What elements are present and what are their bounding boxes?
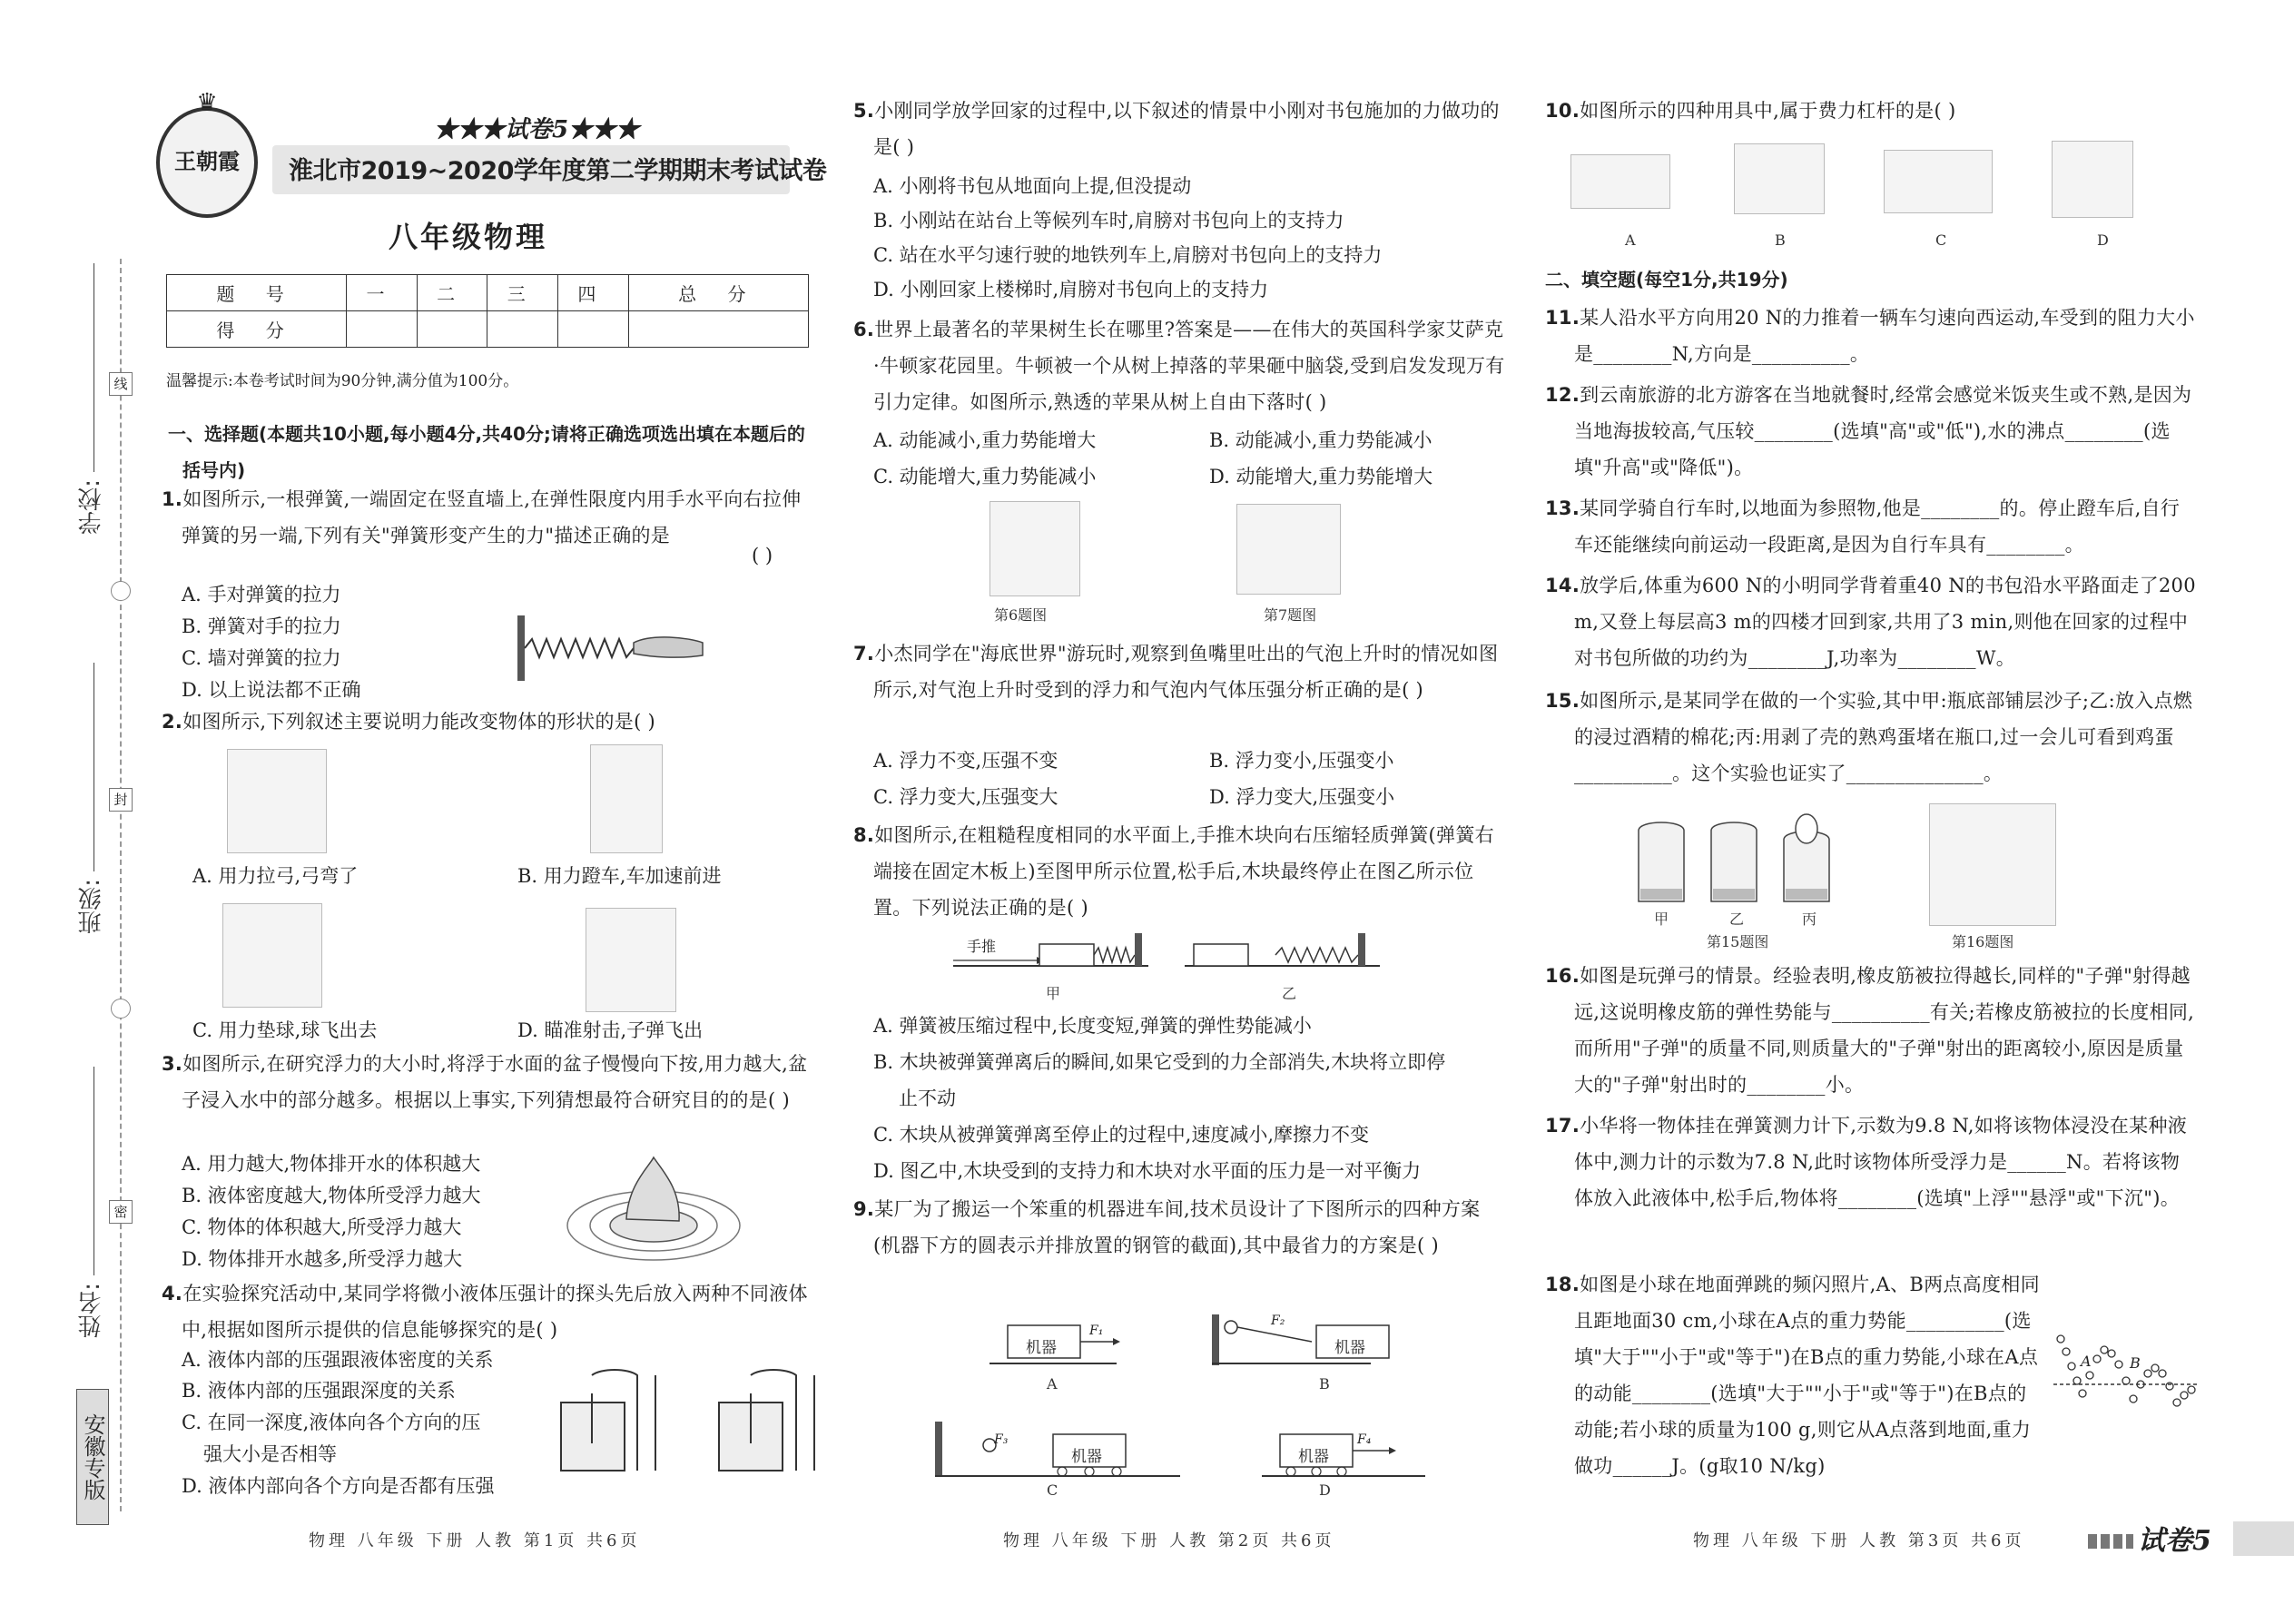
score-row-label: 得 分: [167, 311, 347, 348]
seal-mark-mi: 密: [109, 1200, 133, 1224]
q1-spring-figure: [516, 615, 706, 681]
footer-page-2: 物理 八年级 下册 人教 第2页 共6页: [1003, 1531, 1335, 1550]
q10-tool-a-tongs: [1570, 154, 1670, 209]
q9-label-d: D: [1319, 1481, 1331, 1499]
q10-label-b: B: [1775, 231, 1786, 249]
q14-text: [1545, 567, 2199, 676]
seal-mark-xian: 线: [109, 372, 133, 396]
q10-body: 如图所示的四种用具中,属于费力杠杆的是( ): [1580, 100, 1956, 122]
brand-logo: 王朝霞: [156, 107, 258, 218]
q9-force-f1: F₁: [1089, 1324, 1104, 1338]
score-header-2: 二: [417, 275, 487, 311]
q5-number: 5.: [853, 100, 875, 122]
q4-option-b[interactable]: B. 液体内部的压强跟深度的关系: [182, 1380, 456, 1402]
q15-body: 如图所示,是某同学在做的一个实验,其中甲:瓶底部铺层沙子;乙:放入点燃的浸过酒精的棉花;丙:用剥了壳的熟鸡蛋堵在瓶口,过一会儿可看到鸡蛋__________。这个实验也证实了______________。: [1574, 690, 2193, 784]
q7-option-b[interactable]: B. 浮力变小,压强变小: [1209, 750, 1394, 772]
q5-option-d[interactable]: D. 小刚回家上楼梯时,肩膀对书包向上的支持力: [873, 279, 1269, 300]
q8-option-d[interactable]: D. 图乙中,木块受到的支持力和木块对水平面的压力是一对平衡力: [873, 1160, 1422, 1182]
q8-option-c[interactable]: C. 木块从被弹簧弹离至停止的过程中,速度减小,摩擦力不变: [873, 1124, 1370, 1146]
corner-tag: 试卷5: [2138, 1525, 2211, 1557]
score-cell-3[interactable]: [487, 311, 558, 348]
q4-text: [162, 1275, 815, 1348]
corner-squares-icon: [2088, 1534, 2133, 1549]
q18-number: 18.: [1545, 1274, 1580, 1295]
q3-text: [162, 1046, 815, 1118]
q9-body: 某厂为了搬运一个笨重的机器进车间,技术员设计了下图所示的四种方案(机器下方的圆表示并排放置的钢管的截面),其中最省力的方案是( ): [873, 1198, 1481, 1256]
q8-text: [853, 817, 1507, 926]
q15-number: 15.: [1545, 690, 1580, 712]
q4-body: 在实验探究活动中,某同学将微小液体压强计的探头先后放入两种不同液体中,根据如图所示提供的信息能够探究的是( ): [182, 1283, 808, 1341]
q2-figure-d-gun: [586, 908, 676, 1012]
q1-body: 如图所示,一根弹簧,一端固定在竖直墙上,在弹性限度内用手水平向右拉伸弹簧的另一端,下列有关"弹簧形变产生的力"描述正确的是: [182, 488, 802, 546]
q3-option-c[interactable]: C. 物体的体积越大,所受浮力越大: [182, 1216, 462, 1238]
score-cell-4[interactable]: [558, 311, 629, 348]
q15-figure-caption: 第15题图: [1707, 933, 1769, 950]
q14-body: 放学后,体重为600 N的小明同学背着重40 N的书包沿水平路面走了200 m,又登上每层高3 m的四楼才回到家,共用了3 min,则他在回家的过程中对书包所做的功约为________J,功率为________W。: [1574, 575, 2196, 669]
q15-label-bing: 丙: [1802, 910, 1817, 928]
q8-body: 如图所示,在粗糙程度相同的水平面上,手推木块向右压缩轻质弹簧(弹簧右端接在固定木板上)至图甲所示位置,松手后,木块最终停止在图乙所示位置。下列说法正确的是( ): [873, 824, 1494, 919]
q2-option-d[interactable]: D. 瞄准射击,子弹飞出: [517, 1019, 704, 1041]
q16-body: 如图是玩弹弓的情景。经验表明,橡皮筋被拉得越长,同样的"子弹"射得越远,这说明橡皮筋的弹性势能与__________有关;若橡皮筋被拉的长度相同,而所用"子弹"的质量不同,则质量大的"子弹"射出的距离较小,原因是质量大的"子弹"射出时的________小。: [1574, 965, 2195, 1096]
q15-bottles-figure: [1629, 812, 1847, 903]
q7-option-d[interactable]: D. 浮力变大,压强变小: [1209, 786, 1395, 808]
score-header-3: 三: [487, 275, 558, 311]
q7-number: 7.: [853, 643, 875, 664]
q9-plans-figure: [935, 1307, 1480, 1516]
q7-option-c[interactable]: C. 浮力变大,压强变大: [873, 786, 1058, 808]
q6-option-a[interactable]: A. 动能减小,重力势能增大: [873, 429, 1097, 451]
score-header-1: 一: [347, 275, 418, 311]
q6-body: 世界上最著名的苹果树生长在哪里?答案是——在伟大的英国科学家艾萨克·牛顿家花园里。牛顿被一个从树上掉落的苹果砸中脑袋,受到启发发现万有引力定律。如图所示,熟透的苹果从树上自由下落时( ): [873, 319, 1505, 413]
q5-option-a[interactable]: A. 小刚将书包从地面向上提,但没提动: [873, 175, 1192, 197]
q10-text: [1545, 93, 2199, 129]
q18-point-a: A: [2081, 1353, 2092, 1370]
score-header-4: 四: [558, 275, 629, 311]
q4-manometer-figure: [556, 1366, 819, 1475]
q17-body: 小华将一物体挂在弹簧测力计下,示数为9.8 N,如将该物体浸没在某种液体中,测力计的示数为7.8 N,此时该物体所受浮力是______N。若将该物体放入此液体中,松手后,物体将________(选填"上浮""悬浮"或"下沉")。: [1574, 1115, 2188, 1209]
q18-text: [1545, 1266, 2040, 1484]
q8-option-a[interactable]: A. 弹簧被压缩过程中,长度变短,弹簧的弹性势能减小: [873, 1015, 1312, 1037]
q5-text: [853, 93, 1507, 165]
q4-option-c[interactable]: C. 在同一深度,液体向各个方向的压: [182, 1412, 481, 1433]
q18-bounce-figure: [2053, 1321, 2199, 1421]
q3-number: 3.: [162, 1053, 183, 1075]
q1-option-a[interactable]: A. 手对弹簧的拉力: [182, 584, 341, 605]
q17-number: 17.: [1545, 1115, 1580, 1137]
q9-label-a: A: [1047, 1375, 1058, 1393]
q16-text: [1545, 958, 2199, 1103]
q5-option-c[interactable]: C. 站在水平匀速行驶的地铁列车上,肩膀对书包向上的支持力: [873, 244, 1383, 266]
q3-option-b[interactable]: B. 液体密度越大,物体所受浮力越大: [182, 1185, 481, 1206]
q4-option-d[interactable]: D. 液体内部向各个方向是否都有压强: [182, 1475, 495, 1497]
q9-force-f3: F₃: [994, 1432, 1009, 1447]
footer-page-3: 物理 八年级 下册 人教 第3页 共6页: [1693, 1531, 2025, 1550]
q6-option-d[interactable]: D. 动能增大,重力势能增大: [1209, 466, 1433, 487]
q1-answer-paren: ( ): [752, 545, 773, 566]
q9-number: 9.: [853, 1198, 875, 1220]
q2-figure-c-ball: [222, 903, 322, 1008]
score-cell-2[interactable]: [417, 311, 487, 348]
q10-tool-b-pliers: [1734, 143, 1825, 214]
q12-body: 到云南旅游的北方游客在当地就餐时,经常会感觉米饭夹生或不熟,是因为当地海拔较高,气压较________(选填"高"或"低"),水的沸点________(选填"升高"或"降低")。: [1574, 384, 2192, 478]
q11-body: 某人沿水平方向用20 N的力推着一辆车匀速向西运动,车受到的阻力大小是________N,方向是__________。: [1574, 307, 2195, 365]
class-label: 班级:: [78, 879, 105, 934]
q2-body: 如图所示,下列叙述主要说明力能改变物体的形状的是( ): [182, 711, 656, 733]
score-header-label: 题 号: [167, 275, 347, 311]
q5-option-b[interactable]: B. 小刚站在站台上等候列车时,肩膀对书包向上的支持力: [873, 210, 1344, 231]
q17-text: [1545, 1107, 2199, 1216]
q8-option-b-cont: 止不动: [899, 1088, 956, 1109]
q3-option-d[interactable]: D. 物体排开水越多,所受浮力越大: [182, 1248, 463, 1270]
q8-yi-label: 乙: [1282, 985, 1297, 1002]
q4-number: 4.: [162, 1283, 183, 1304]
q10-tool-c-scissors: [1884, 150, 1993, 213]
q11-text: [1545, 300, 2199, 372]
q7-fish-figure: [1236, 504, 1341, 595]
crown-icon: ♛: [196, 89, 218, 116]
q4-option-a[interactable]: A. 液体内部的压强跟液体密度的关系: [182, 1349, 494, 1371]
q7-figure-caption: 第7题图: [1264, 606, 1317, 624]
q8-spring-figure: [953, 928, 1380, 982]
q14-number: 14.: [1545, 575, 1580, 596]
q6-number: 6.: [853, 319, 875, 340]
q11-number: 11.: [1545, 307, 1580, 329]
q4-option-c-cont: 强大小是否相等: [203, 1443, 337, 1465]
q3-basin-figure: [563, 1139, 744, 1266]
q6-option-c[interactable]: C. 动能增大,重力势能减小: [873, 466, 1097, 487]
q2-option-c[interactable]: C. 用力垫球,球飞出去: [192, 1019, 378, 1041]
q9-force-f4: F₄: [1357, 1432, 1372, 1447]
q6-apple-figure: [989, 501, 1080, 596]
q10-label-c: C: [1935, 231, 1947, 249]
q6-option-b[interactable]: B. 动能减小,重力势能减小: [1209, 429, 1433, 451]
section2-title: 二、填空题(每空1分,共19分): [1545, 269, 1788, 290]
q2-text: [162, 704, 815, 740]
paper-tag: ★★★试卷5★★★: [434, 116, 640, 143]
q13-number: 13.: [1545, 497, 1580, 519]
q13-text: [1545, 490, 2199, 563]
exam-note: 温馨提示:本卷考试时间为90分钟,满分值为100分。: [166, 372, 519, 390]
seal-mark-feng: 封: [109, 788, 133, 812]
binding-hole-bottom: [111, 999, 131, 1019]
q2-number: 2.: [162, 711, 183, 733]
q9-machine-a: 机器: [1026, 1339, 1057, 1357]
q16-slingshot-figure: [1929, 803, 2056, 926]
q6-text: [853, 311, 1507, 420]
name-label: 姓名:: [78, 1283, 105, 1338]
q5-body: 小刚同学放学回家的过程中,以下叙述的情景中小刚对书包施加的力做功的是( ): [873, 100, 1500, 158]
binding-hole-top: [111, 581, 131, 601]
subject-title: 八年级物理: [389, 220, 548, 254]
q10-tool-d-opener: [2052, 141, 2133, 218]
q10-label-d: D: [2097, 231, 2109, 249]
q15-text: [1545, 683, 2199, 792]
exam-title: 淮北市2019~2020学年度第二学期期末考试试卷: [289, 157, 827, 185]
q2-figure-a-bow: [227, 749, 327, 853]
q13-body: 某同学骑自行车时,以地面为参照物,他是________的。停止蹬车后,自行车还能继续向前运动一段距离,是因为自行车具有________。: [1574, 497, 2181, 556]
q9-force-f2: F₂: [1271, 1314, 1285, 1328]
q3-option-a[interactable]: A. 用力越大,物体排开水的体积越大: [182, 1153, 481, 1175]
q9-label-c: C: [1047, 1481, 1058, 1499]
q8-option-b[interactable]: B. 木块被弹簧弹离后的瞬间,如果它受到的力全部消失,木块将立即停: [873, 1051, 1446, 1073]
q1-option-c[interactable]: C. 墙对弹簧的拉力: [182, 647, 341, 669]
q8-push-label: 手推: [967, 938, 997, 955]
score-cell-total[interactable]: [628, 311, 808, 348]
q2-figure-b-bike: [590, 744, 663, 853]
q15-label-yi: 乙: [1729, 910, 1745, 928]
q9-machine-b: 机器: [1334, 1339, 1365, 1357]
q9-label-b: B: [1319, 1375, 1330, 1393]
q9-machine-d: 机器: [1298, 1448, 1329, 1466]
footer-page-1: 物理 八年级 下册 人教 第1页 共6页: [309, 1531, 641, 1550]
q9-machine-c: 机器: [1071, 1448, 1102, 1466]
q9-text: [853, 1191, 1507, 1264]
corner-bar: [2233, 1521, 2294, 1556]
q6-figure-caption: 第6题图: [994, 606, 1048, 624]
q1-option-d[interactable]: D. 以上说法都不正确: [182, 679, 361, 701]
section1-title: 一、选择题(本题共10小题,每小题4分,共40分;请将正确选项选出填在本题后的括号内): [168, 423, 805, 481]
q7-text: [853, 635, 1507, 708]
q16-number: 16.: [1545, 965, 1580, 987]
q10-label-a: A: [1625, 231, 1636, 249]
q8-number: 8.: [853, 824, 875, 846]
q7-body: 小杰同学在"海底世界"游玩时,观察到鱼嘴里吐出的气泡上升时的情况如图所示,对气泡上升时受到的浮力和气泡内气体压强分析正确的是( ): [873, 643, 1499, 701]
q3-body: 如图所示,在研究浮力的大小时,将浮于水面的盆子慢慢向下按,用力越大,盆子浸入水中的部分越多。根据以上事实,下列猜想最符合研究目的的是( ): [182, 1053, 808, 1111]
q10-number: 10.: [1545, 100, 1580, 122]
q8-jia-label: 甲: [1046, 985, 1061, 1002]
q18-point-b: B: [2130, 1354, 2141, 1372]
q1-option-b[interactable]: B. 弹簧对手的拉力: [182, 615, 341, 637]
watermark-seal: 密: [2033, 617, 2294, 890]
q7-option-a[interactable]: A. 浮力不变,压强不变: [873, 750, 1058, 772]
q1-text: [162, 481, 815, 554]
q12-text: [1545, 377, 2199, 486]
score-table: [166, 274, 809, 348]
q12-number: 12.: [1545, 384, 1580, 406]
q1-number: 1.: [162, 488, 183, 510]
q16-figure-caption: 第16题图: [1952, 933, 2014, 950]
binding-line: [120, 259, 122, 1511]
edition-badge: 安徽专版: [76, 1389, 109, 1525]
q2-option-b[interactable]: B. 用力蹬车,车加速前进: [517, 865, 722, 887]
q18-body: 如图是小球在地面弹跳的频闪照片,A、B两点高度相同且距地面30 cm,小球在A点的重力势能__________(选填"大于""小于"或"等于")在B点的重力势能,小球在A点的动能________(选填"大于""小于"或"等于")在B点的动能;若小球的质量为100 g,则它从A点落到地面,重力做功______J。(g取10 N/kg): [1574, 1274, 2040, 1477]
score-cell-1[interactable]: [347, 311, 418, 348]
q15-label-jia: 甲: [1654, 910, 1669, 928]
score-header-total: 总 分: [628, 275, 808, 311]
school-label: 学校:: [78, 479, 105, 535]
q2-option-a[interactable]: A. 用力拉弓,弓弯了: [192, 865, 359, 887]
